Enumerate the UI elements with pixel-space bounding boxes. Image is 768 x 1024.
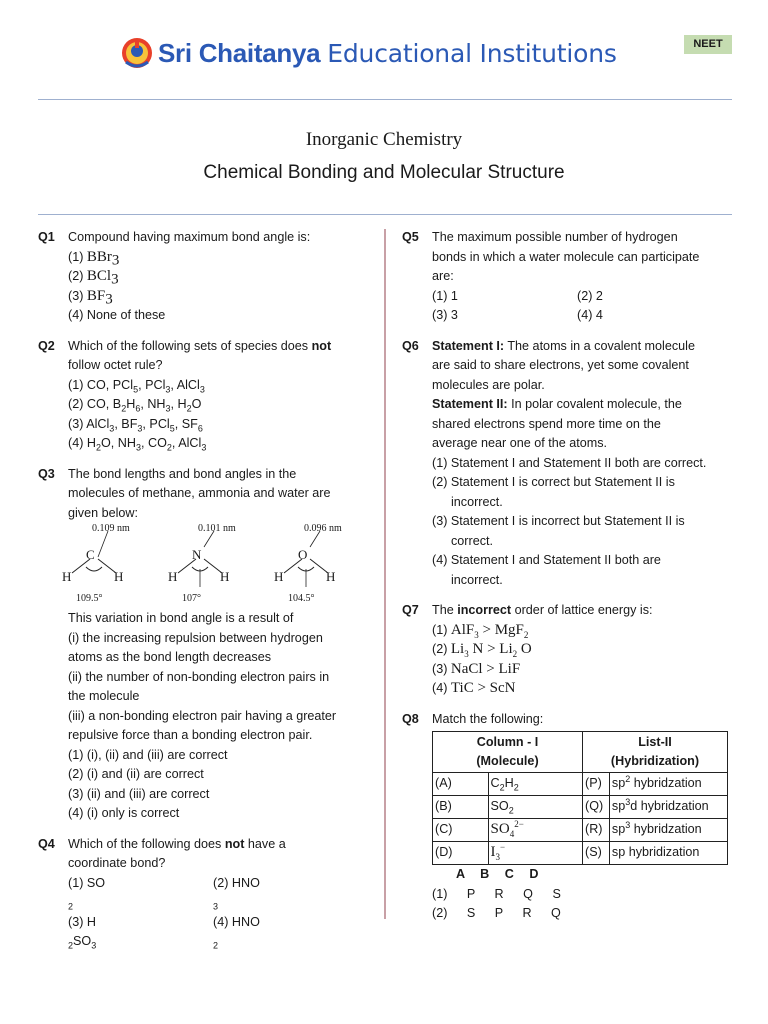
question-text: are:	[432, 269, 454, 283]
option-4: incorrect.	[451, 572, 503, 587]
option-3: (3) $BF_3$	[68, 287, 113, 308]
central-atom: N	[192, 547, 202, 562]
options-row	[68, 874, 368, 913]
option-2: (2) S P R Q	[432, 906, 561, 920]
answer-columns: A B C D	[456, 867, 539, 881]
option-1: (1) Statement I and Statement II both are correct.	[432, 455, 707, 470]
question-5	[402, 228, 734, 326]
question-6	[402, 337, 734, 591]
statement-i: (i) the increasing repulsion between hydrogen	[68, 630, 323, 645]
central-atom: O	[298, 547, 308, 562]
option-1: (1) P R Q S	[432, 886, 561, 901]
option-3: (3) AlCl$_3$, $BF_3$, PCl$_5$, $SF_6$	[68, 416, 203, 434]
table-row: (D) $I_3^-$ (S) sp hybridization	[433, 842, 728, 865]
table-row: (B) $SO_2$ (Q) $sp^3d$ hybridzation	[433, 796, 728, 819]
option-2: (2) 2	[577, 288, 603, 303]
emblem-icon	[120, 36, 154, 70]
option-2: (2) (i) and (ii) are correct	[68, 767, 204, 781]
brand-logo	[120, 36, 617, 70]
question-number: Q6	[402, 338, 419, 353]
option-1: (1) (i), (ii) and (iii) are correct	[68, 747, 228, 762]
right-column	[402, 228, 734, 935]
question-text: This variation in bond angle is a result of	[68, 611, 294, 625]
question-1	[38, 228, 368, 326]
option-3: (3) Statement I is incorrect but Statement II is	[432, 514, 685, 528]
option-3: (3) (ii) and (iii) are correct	[68, 786, 210, 801]
option-2: (2) Statement I is correct but Statement II is	[432, 475, 675, 489]
option-1: (1) CO, PCl$_5$, PCl$_3$, AlCl$_3$	[68, 377, 205, 395]
question-text: Which of the following does not have a	[68, 836, 286, 851]
table-row: (A) $C_2H_2$ (P) $sp^2$ hybridzation	[433, 773, 728, 796]
question-2	[38, 337, 368, 454]
chapter-title: Chemical Bonding and Molecular Structure	[203, 162, 565, 183]
option-3: correct.	[451, 533, 493, 548]
statement-iii: repulsive force than a bonding electron pair.	[68, 728, 313, 742]
option-2: (2) BCl$_3$	[68, 268, 119, 288]
statement-2: average near one of the atoms.	[432, 436, 608, 450]
header-divider	[38, 99, 732, 100]
question-text: given below:	[68, 505, 139, 520]
statement-2: Statement II: In polar covalent molecule, the	[432, 397, 682, 411]
question-text: Compound having maximum bond angle is:	[68, 230, 311, 244]
question-text: Which of the following sets of species does not	[68, 338, 332, 353]
option-4: (4) TiC > ScN	[432, 680, 516, 696]
subject-title: Inorganic Chemistry	[305, 129, 463, 150]
option-3: (3) NaCl > LiF	[432, 660, 521, 677]
statement-1: molecules are polar.	[432, 377, 545, 392]
statement-1: Statement I: The atoms in a covalent molecule	[432, 338, 695, 353]
option-1: (1) BBr$_3$	[68, 248, 120, 269]
option-2: incorrect.	[451, 494, 503, 509]
question-text: coordinate bond?	[68, 856, 166, 870]
question-text: molecules of methane, ammonia and water are	[68, 486, 331, 500]
bond-length: 0.096 nm	[304, 523, 342, 534]
options-row	[432, 306, 734, 326]
question-3	[38, 465, 368, 824]
hydrogen-atom: H	[62, 569, 72, 584]
option-1: (1) AlF$_3$ > MgF$_2$	[432, 621, 529, 640]
column-divider	[384, 229, 386, 919]
statement-i: atoms as the bond length decreases	[68, 650, 272, 664]
hydrogen-atom: H	[114, 569, 124, 584]
bond-length: 0.109 nm	[92, 523, 130, 534]
page-header	[0, 0, 768, 100]
brand-name: Sri Chaitanya	[158, 37, 321, 68]
question-number: Q2	[38, 338, 55, 353]
option-3: (3) 3	[432, 308, 458, 322]
bond-angle-figure	[58, 523, 358, 605]
statement-2: shared electrons spend more time on the	[432, 416, 661, 431]
option-4: (4) HNO $_2$	[213, 914, 260, 951]
statement-ii: (ii) the number of non-bonding electron pairs in	[68, 669, 330, 684]
neet-badge: NEET	[684, 35, 732, 54]
central-atom: C	[86, 547, 95, 562]
question-number: Q1	[38, 230, 55, 244]
option-4: (4) 4	[577, 308, 603, 322]
brand-subtitle: Educational Institutions	[327, 38, 617, 68]
question-text: bonds in which a water molecule can participate	[432, 249, 700, 264]
option-3: (3) H $_2SO_3$	[68, 914, 97, 951]
option-4: (4) $H_2O$, $NH_3$, $CO_2$, AlCl$_3$	[68, 436, 207, 453]
option-4: (4) Statement I and Statement II both are	[432, 553, 661, 567]
question-number: Q4	[38, 836, 55, 851]
question-number: Q3	[38, 466, 55, 481]
table-header-row: Column - I (Molecule) List-II (Hybridization)	[433, 732, 728, 773]
option-1: (1) SO $_2$	[68, 875, 106, 912]
bond-angle: 107°	[182, 593, 201, 604]
title-divider	[38, 214, 732, 215]
question-8	[402, 710, 734, 924]
statement-ii: the molecule	[68, 689, 140, 703]
bond-angle: 104.5°	[288, 593, 315, 604]
hydrogen-atom: H	[168, 569, 178, 584]
option-2: (2) $Li_3$ $N > Li_2$ O	[432, 641, 532, 659]
water-molecule	[270, 523, 360, 605]
hydrogen-atom: H	[220, 569, 230, 584]
question-text: Match the following:	[432, 711, 544, 726]
option-4: (4) (i) only is correct	[68, 806, 180, 820]
options-row	[432, 287, 734, 307]
question-number: Q8	[402, 711, 419, 726]
match-table	[432, 731, 728, 865]
statement-iii: (iii) a non-bonding electron pair having a greater	[68, 708, 337, 723]
option-2: (2) CO, $B_2H_6$, $NH_3$, $H_2O$	[68, 397, 202, 414]
ammonia-molecule	[164, 523, 254, 605]
question-number: Q5	[402, 230, 419, 244]
hydrogen-atom: H	[326, 569, 336, 584]
question-4	[38, 835, 368, 952]
option-1: (1) 1	[432, 288, 458, 303]
question-7	[402, 601, 734, 699]
question-text: The maximum possible number of hydrogen	[432, 230, 678, 244]
statement-1: are said to share electrons, yet some covalent	[432, 358, 689, 372]
methane-molecule	[58, 523, 148, 605]
bond-angle: 109.5°	[76, 593, 103, 604]
question-text: follow octet rule?	[68, 358, 163, 372]
table-row: (C) $SO_4^{2-}$ (R) $sp^3$ hybridzation	[433, 819, 728, 842]
option-2: (2) HNO $_3$	[213, 875, 260, 912]
bond-length: 0.101 nm	[198, 523, 236, 534]
hydrogen-atom: H	[274, 569, 284, 584]
options-row	[68, 913, 368, 952]
question-text: The bond lengths and bond angles in the	[68, 466, 297, 481]
option-4: (4) None of these	[68, 308, 166, 322]
left-column	[38, 228, 368, 963]
question-number: Q7	[402, 603, 419, 617]
question-text: The incorrect order of lattice energy is:	[432, 603, 653, 617]
